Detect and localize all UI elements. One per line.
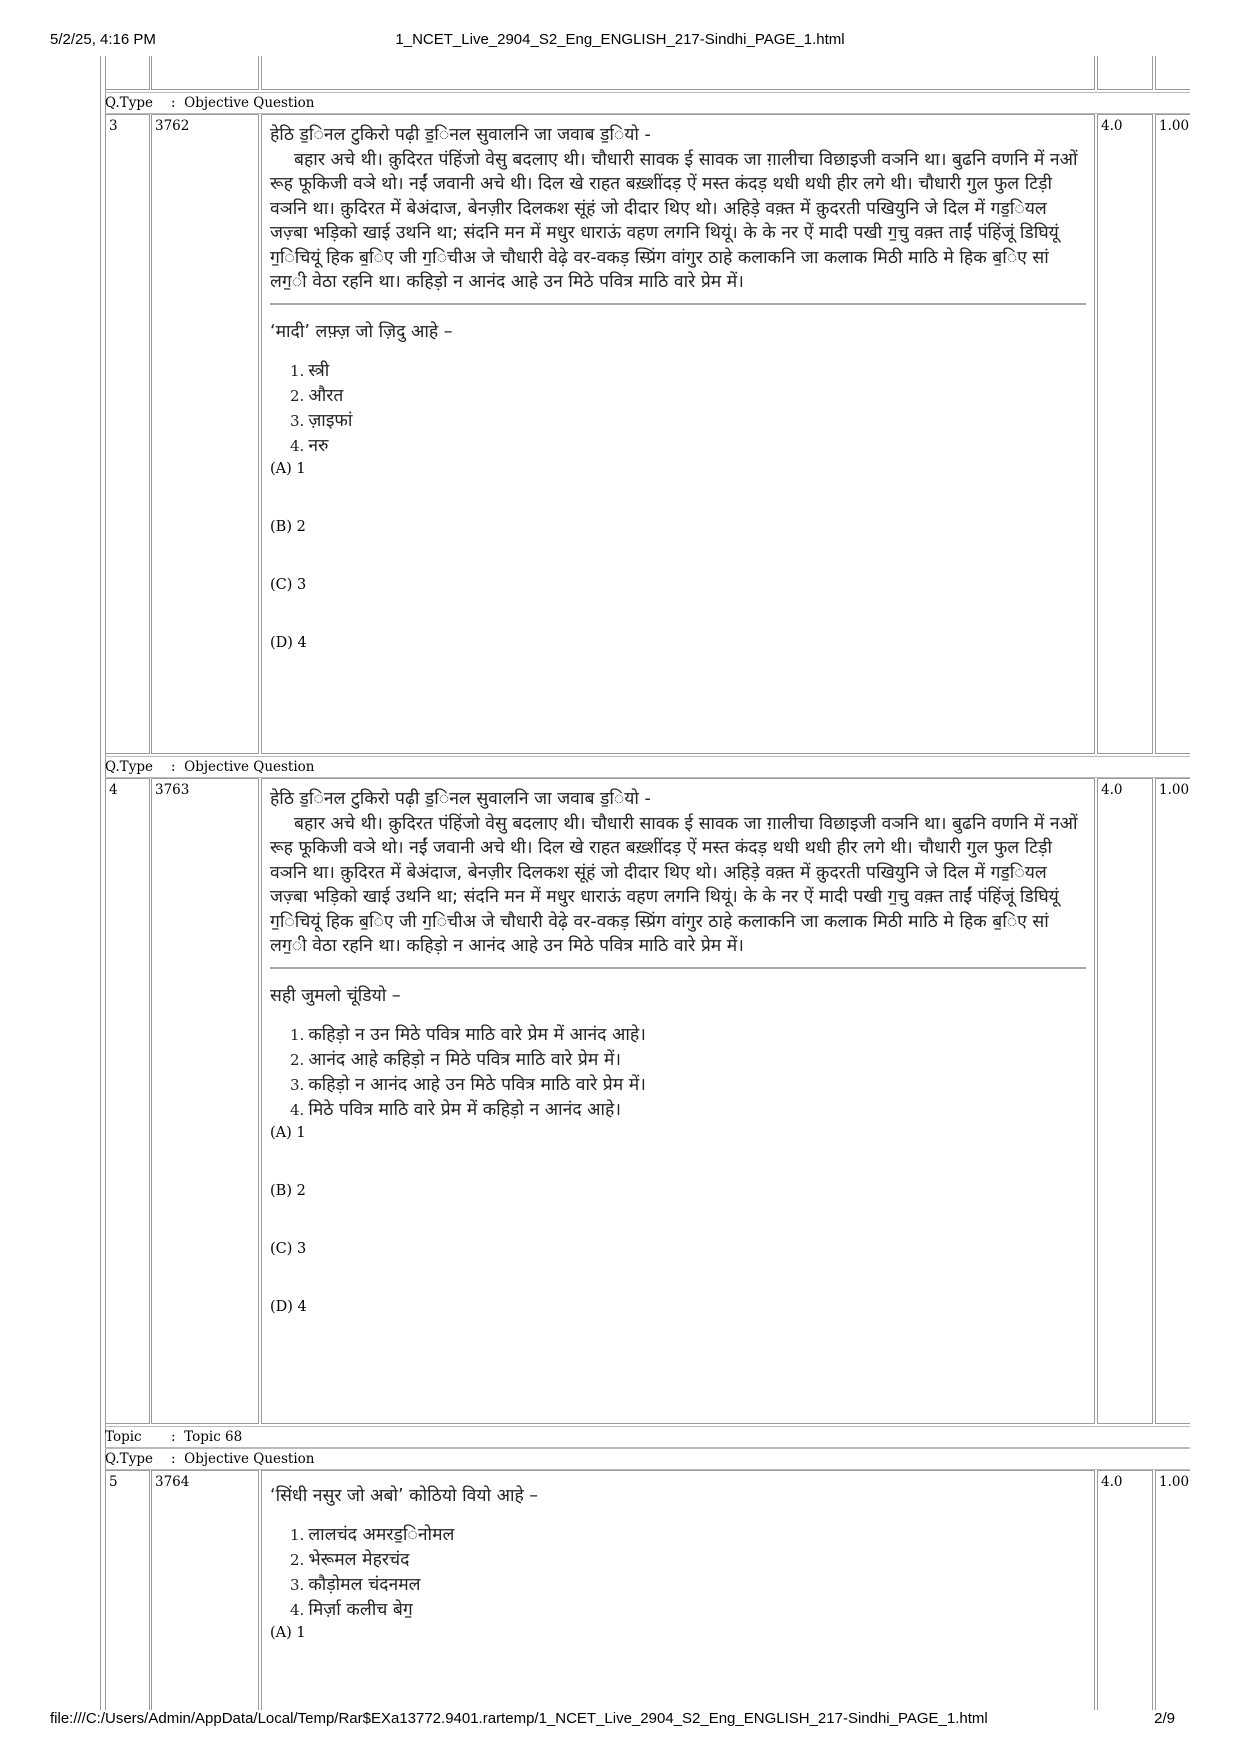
question-stem: ‘सिंधी नसुर जो अबो’ कोठियो वियो आहे –: [270, 1486, 539, 1506]
question-stem: सही जुमलो चूंडियो –: [270, 985, 401, 1006]
question-row: [105, 114, 1190, 754]
answer-choice-a: (A) 1: [270, 460, 306, 477]
passage: [270, 787, 1086, 969]
print-url: file:///C:/Users/Admin/AppData/Local/Temp/Rar$EXa13772.9401.rartemp/1_NCET_Live_2904_S2_Eng_ENGLISH_217-Sindhi_PAGE_1.html: [50, 1710, 988, 1727]
qtype-row: Q.Type : Objective Question: [105, 1448, 1190, 1470]
option-item: 2. औरत: [290, 385, 344, 406]
option-item: 4. मिठे पवित्र माठि वारे प्रेम में कहिड़ो न आनंद आहे।: [290, 1099, 621, 1120]
question-body: [261, 778, 1095, 1424]
topic-row: Topic : Topic 68: [105, 1426, 1190, 1448]
passage-text: बहार अचे थी। क़ुदिरत पंहिंजो वेसु बदलाए थी। चौधारी सावक ई सावक जा ग़ालीचा विछाइजी वञनि था। बुढनि वणनि में नओं रूह फूकिजी वञे थो। नईं जवानी अचे थी। दिल खे राहत बख़्शींदड़ ऐं मस्त कंदड़ थधी थधी हीर लगे थी। चौधारी गुल फुल टिड़ी वञनि था। क़ुदिरत में बेअंदाज, बेनज़ीर दिलकश सूंहं जो दीदार थिए थो। अहिड़े वक़्त में क़ुदरती पखियुनि जे दिल में गड॒ियल जज़्बा भड़िको खाई उथनि था; संदनि मन में मधुर धाराऊं वहण लगनि थियूं। के के नर ऐं मादी पखी ग॒चु वक़्त ताईं पंहिंजूं डिघियूं ग॒िचियूं हिक ब॒िए जी ग॒िचीअ जे चौधारी वेढ़े वर-वकड़ स्प्रिंग वांगुर ठाहे कलाकनि जा कलाक मिठी माठि मे हिक ब॒िए सां लग॒ी वेठा रहनि था। कहिड़ो न आनंद आहे उन मिठे पवित्र माठि वारे प्रेम में।: [270, 149, 1078, 292]
option-item: 2. भेरूमल मेहरचंद: [290, 1550, 410, 1570]
negative-marks: 1.00: [1155, 1470, 1190, 1710]
question-marks: 4.0: [1097, 778, 1153, 1424]
question-block-5: [105, 1426, 1190, 1710]
qtype-value: Objective Question: [184, 1451, 315, 1467]
previous-question-tail: [105, 56, 1190, 90]
question-serial: 3: [105, 114, 150, 754]
question-row: [105, 778, 1190, 1424]
option-list: [290, 1523, 1086, 1623]
option-item: 1. लालचंद अमरड॒िनोमल: [290, 1525, 455, 1545]
passage-text: बहार अचे थी। क़ुदिरत पंहिंजो वेसु बदलाए थी। चौधारी सावक ई सावक जा ग़ालीचा विछाइजी वञनि था। बुढनि वणनि में नओं रूह फूकिजी वञे थो। नईं जवानी अचे थी। दिल खे राहत बख़्शींदड़ ऐं मस्त कंदड़ थधी थधी हीर लगे थी। चौधारी गुल फुल टिड़ी वञनि था। क़ुदिरत में बेअंदाज, बेनज़ीर दिलकश सूंहं जो दीदार थिए थो। अहिड़े वक़्त में क़ुदरती पखियुनि जे दिल में गड॒ियल जज़्बा भड़िको खाई उथनि था; संदनि मन में मधुर धाराऊं वहण लगनि थियूं। के के नर ऐं मादी पखी ग॒चु वक़्त ताईं पंहिंजूं डिघियूं ग॒िचियूं हिक ब॒िए जी ग॒िचीअ जे चौधारी वेढ़े वर-वकड़ स्प्रिंग वांगुर ठाहे कलाकनि जा कलाक मिठी माठि मे हिक ब॒िए सां लग॒ी वेठा रहनि था। कहिड़ो न आनंद आहे उन मिठे पवित्र माठि वारे प्रेम में।: [270, 813, 1078, 956]
option-item: 4. मिर्ज़ा कलीच बेग॒: [290, 1600, 413, 1620]
qtype-row: Q.Type : Objective Question: [105, 92, 1190, 114]
question-block-4: [105, 756, 1190, 1424]
option-list: [290, 359, 1086, 459]
question-block-3: [105, 92, 1190, 754]
question-body: [261, 1470, 1095, 1710]
question-stem: ‘मादी’ लफ़्ज़ जो ज़िदु आहे –: [270, 321, 453, 342]
option-list: [290, 1023, 1086, 1123]
question-body: [261, 114, 1095, 754]
question-row: [105, 1470, 1190, 1710]
question-serial: 4: [105, 778, 150, 1424]
question-id: 3764: [151, 1470, 259, 1710]
print-datetime: 5/2/25, 4:16 PM: [50, 31, 156, 48]
question-id: 3762: [151, 114, 259, 754]
print-header: [0, 31, 1240, 51]
answer-choice-d: (D) 4: [270, 1298, 307, 1315]
answer-choice-c: (C) 3: [270, 576, 307, 593]
print-title: 1_NCET_Live_2904_S2_Eng_ENGLISH_217-Sindhi_PAGE_1.html: [395, 31, 845, 48]
passage-instruction: हेठि ड॒िनल टुकिरो पढ़ी ड॒िनल सुवालनि जा जवाब ड॒ियो -: [270, 125, 651, 145]
question-marks: 4.0: [1097, 1470, 1153, 1710]
print-page-number: 2/9: [1154, 1710, 1175, 1727]
answer-choice-c: (C) 3: [270, 1240, 307, 1257]
option-item: 3. ज़ाइफां: [290, 410, 353, 431]
negative-marks: 1.00: [1155, 114, 1190, 754]
option-item: 1. स्त्री: [290, 360, 330, 381]
passage: [270, 123, 1086, 305]
option-item: 3. कहिड़ो न आनंद आहे उन मिठे पवित्र माठि वारे प्रेम में।: [290, 1074, 646, 1095]
qtype-value: Objective Question: [184, 759, 315, 775]
question-id: 3763: [151, 778, 259, 1424]
answer-choice-b: (B) 2: [270, 518, 306, 535]
print-footer: [0, 1710, 1240, 1730]
option-item: 3. कौड़ोमल चंदनमल: [290, 1575, 421, 1595]
answer-choice-d: (D) 4: [270, 634, 307, 651]
qtype-value: Objective Question: [184, 95, 315, 111]
question-sheet: [100, 56, 1190, 1710]
answer-choice-b: (B) 2: [270, 1182, 306, 1199]
passage-instruction: हेठि ड॒िनल टुकिरो पढ़ी ड॒िनल सुवालनि जा जवाब ड॒ियो -: [270, 789, 651, 809]
question-marks: 4.0: [1097, 114, 1153, 754]
answer-choice-a: (A) 1: [270, 1625, 306, 1641]
question-serial: 5: [105, 1470, 150, 1710]
option-item: 2. आनंद आहे कहिड़ो न मिठे पवित्र माठि वारे प्रेम में।: [290, 1049, 621, 1070]
option-item: 4. नरु: [290, 435, 329, 456]
negative-marks: 1.00: [1155, 778, 1190, 1424]
answer-choice-a: (A) 1: [270, 1124, 306, 1141]
topic-value: Topic 68: [184, 1429, 243, 1445]
option-item: 1. कहिड़ो न उन मिठे पवित्र माठि वारे प्रेम में आनंद आहे।: [290, 1024, 646, 1045]
qtype-row: Q.Type : Objective Question: [105, 756, 1190, 778]
